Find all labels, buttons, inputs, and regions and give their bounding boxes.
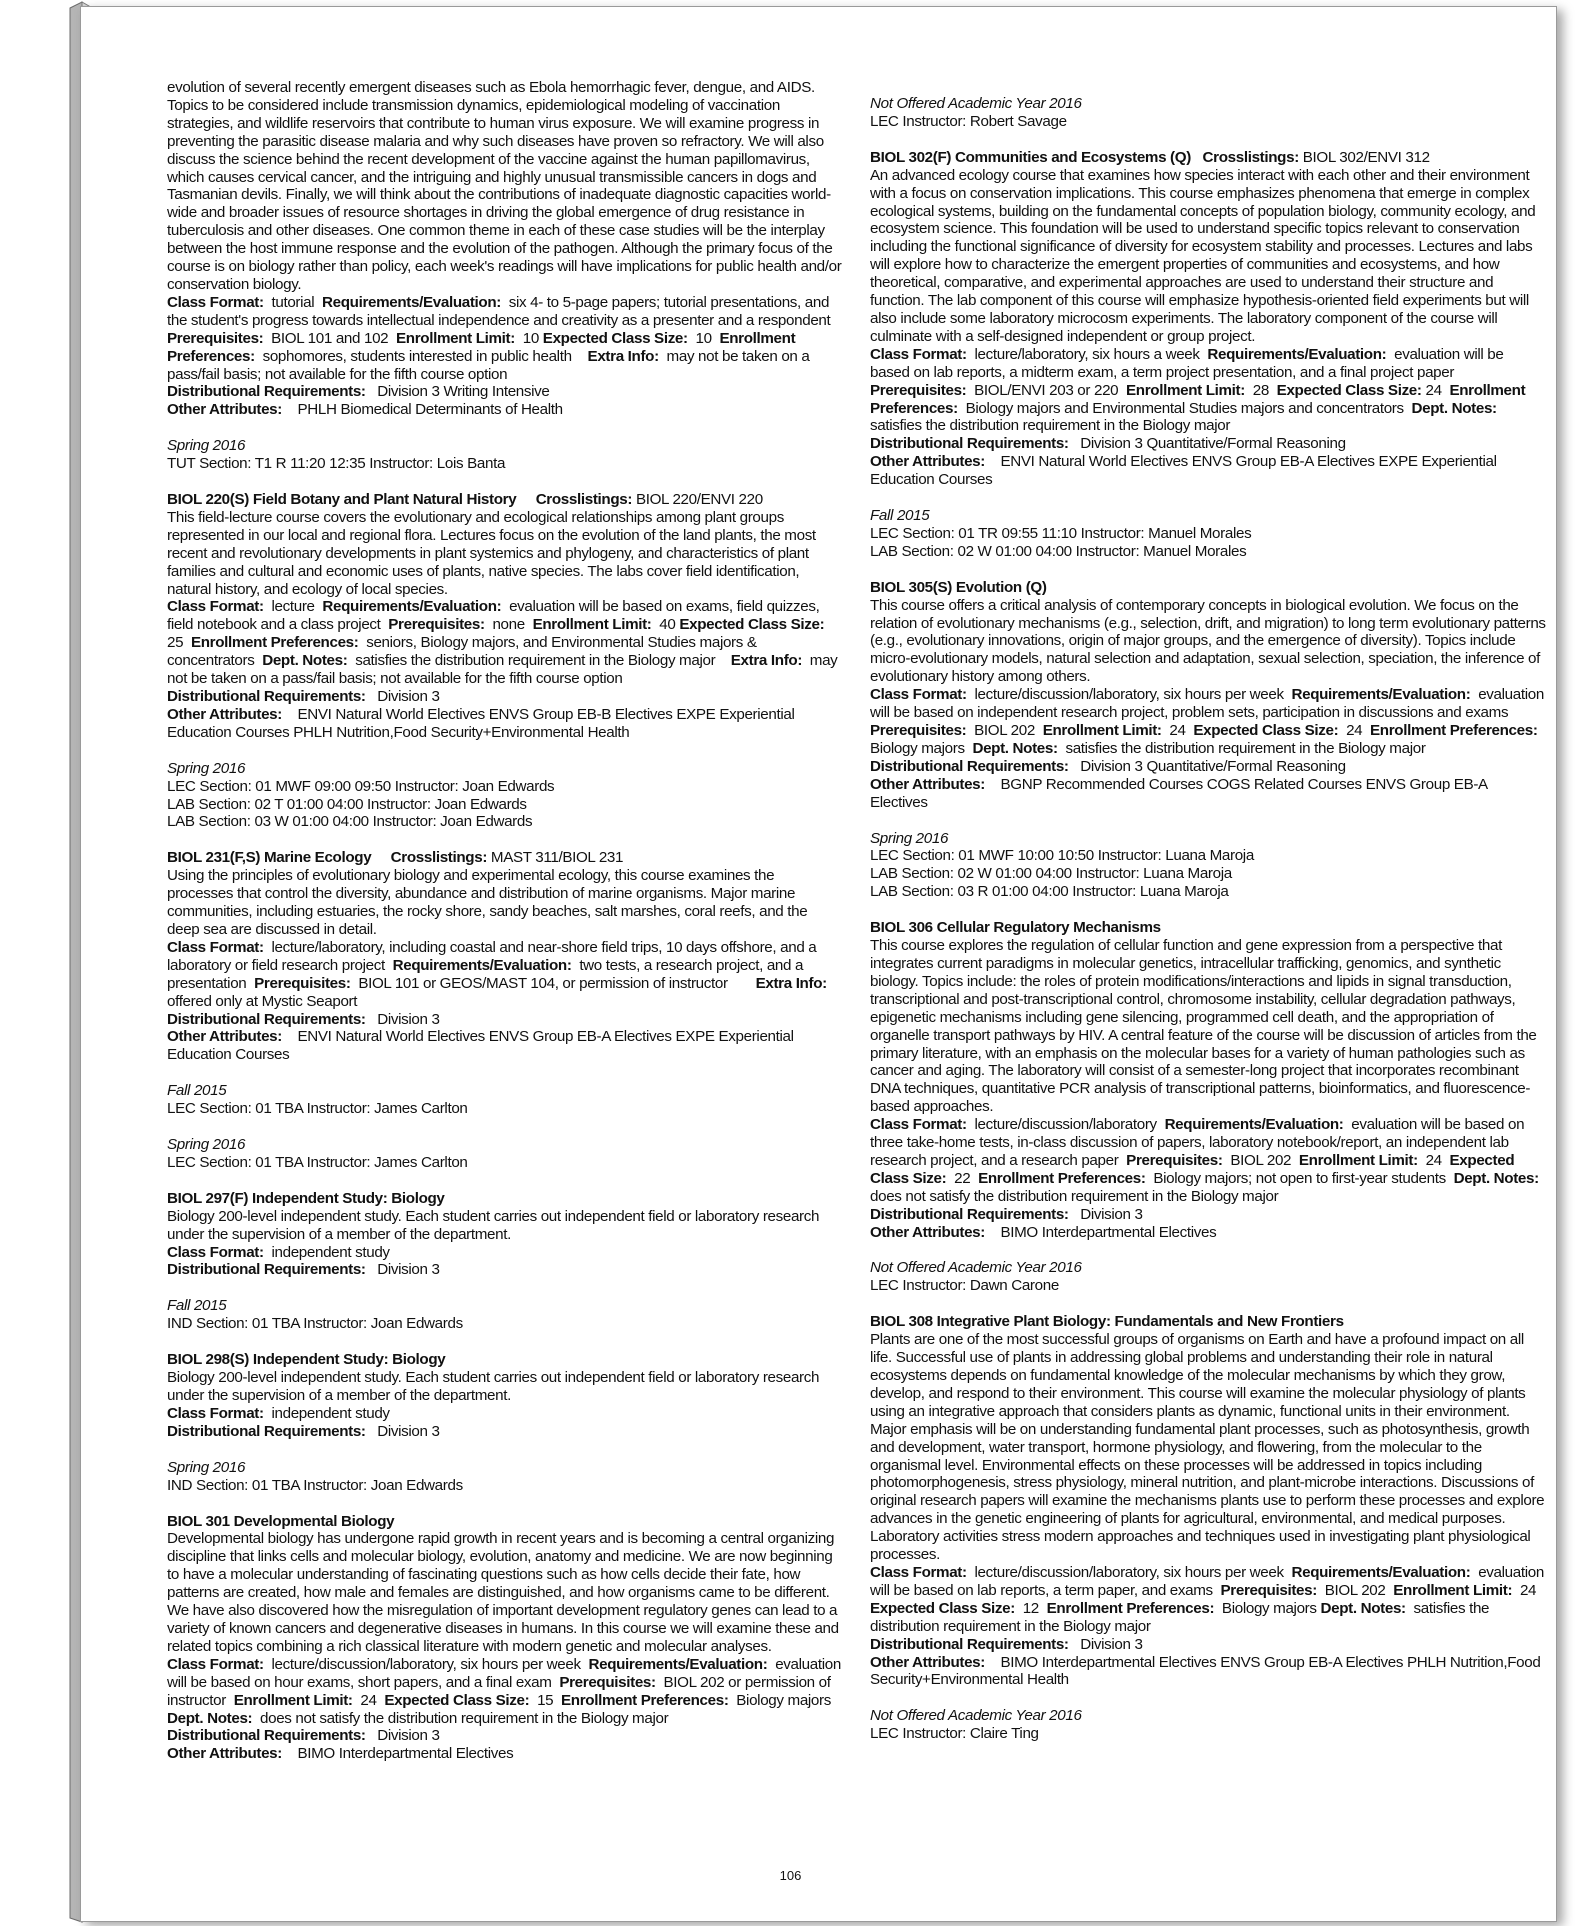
term-offering	[167, 760, 843, 832]
term-label: Fall 2015	[870, 507, 930, 525]
term-offering	[167, 1459, 843, 1495]
other-attributes: Other Attributes: BIMO Interdepartmental Electives	[167, 1745, 514, 1763]
course-title: BIOL 305(S) Evolution (Q)	[870, 578, 1047, 596]
section-line: LAB Section: 02 W 01:00 04:00 Instructor: Manuel Morales	[870, 542, 1247, 560]
other-attributes: Other Attributes: BIMO Interdepartmental Electives	[870, 1223, 1217, 1241]
section-line: LEC Section: 01 TBA Instructor: James Carlton	[167, 1153, 468, 1171]
course-entry	[167, 1513, 843, 1764]
term-offering	[870, 95, 1546, 131]
course-entry	[870, 919, 1546, 1241]
course-details: Class Format: lecture/laboratory, including coastal and near-shore field trips, 10 days offshore, and a laboratory or field research project Requirements/Evaluation: two tests, a research project, and a presentation Prerequisites: BIOL 101 or GEOS/MAST 104, or permission of instructor Extra Info: offered only at Mystic Seaport	[167, 938, 827, 1010]
section-line: LAB Section: 02 T 01:00 04:00 Instructor: Joan Edwards	[167, 795, 527, 813]
section-line: LEC Instructor: Robert Savage	[870, 112, 1067, 130]
page-number: 106	[779, 1868, 802, 1883]
course-title: BIOL 231(F,S) Marine Ecology Crosslistings: MAST 311/BIOL 231	[167, 849, 624, 867]
course-entry	[167, 79, 843, 419]
section-line: LAB Section: 02 W 01:00 04:00 Instructor: Luana Maroja	[870, 865, 1232, 883]
distribution-requirements: Distributional Requirements: Division 3	[167, 1727, 440, 1745]
section-line: TUT Section: T1 R 11:20 12:35 Instructor: Lois Banta	[167, 455, 506, 473]
section-line: LEC Section: 01 TBA Instructor: James Carlton	[167, 1100, 468, 1118]
term-label: Not Offered Academic Year 2016	[870, 1707, 1082, 1725]
course-description: This course offers a critical analysis of contemporary concepts in biological evolution. We focus on the relation of evolutionary mechanisms (e.g., selection, drift, and migration) to long term evolutionary patterns (e.g., evolutionary innovations, origin of major groups, and the emergence of diversity). Topics include micro-evolutionary models, natural selection and adaptation, sexual selection, speciation, the inference of evolutionary history among others.	[870, 596, 1546, 686]
course-details: Class Format: lecture/discussion/laboratory, six hours per week Requirements/Evaluation: evaluation will be based on independent research project, problem sets, participation in discussions and exams Prerequisites: BIOL 202 Enrollment Limit: 24 Expected Class Size: 24 Enrollment Preferences: Biology majors Dept. Notes: satisfies the distribution requirement in the Biology major	[870, 686, 1544, 757]
course-description: Biology 200-level independent study. Each student carries out independent field or laboratory research under the supervision of a member of the department.	[167, 1207, 820, 1243]
term-label: Not Offered Academic Year 2016	[870, 1259, 1082, 1277]
other-attributes: Other Attributes: BIMO Interdepartmental Electives ENVS Group EB-A Electives PHLH Nutrition,Food Security+Environmental Health	[870, 1653, 1541, 1689]
term-offering	[870, 1259, 1546, 1295]
section-line: LEC Section: 01 MWF 09:00 09:50 Instructor: Joan Edwards	[167, 777, 555, 795]
term-label: Spring 2016	[167, 1458, 246, 1476]
course-title: BIOL 308 Integrative Plant Biology: Fundamentals and New Frontiers	[870, 1313, 1344, 1331]
distribution-requirements: Distributional Requirements: Division 3	[167, 1261, 440, 1279]
distribution-requirements: Distributional Requirements: Division 3 Quantitative/Formal Reasoning	[870, 757, 1346, 775]
course-description: evolution of several recently emergent diseases such as Ebola hemorrhagic fever, dengue, and AIDS. Topics to be considered include transmission dynamics, epidemiological modeling of vaccination strategies, and wildlife reservoirs that contribute to human virus exposure. We will examine progress in preventing the parasitic disease malaria and why such diseases have proven so refractory. We will also discuss the science behind the recent development of the vaccine against the human papillomavirus, which causes cervical cancer, and the intriguing and highly unusual transmissible cancers in dogs and Tasmanian devils. Finally, we will think about the contributions of inadequate diagnostic capacities world-wide and broader issues of resource shortages in driving the global emergence of drug resistance in tuberculosis and other diseases. One common theme in each of these case studies will be the interplay between the host immune response and the evolution of the pathogen. Although the primary focus of the course is on biology rather than policy, each week's readings will have implications for public health and/or conservation biology.	[167, 79, 842, 293]
other-attributes: Other Attributes: ENVI Natural World Electives ENVS Group EB-A Electives EXPE Experiential Education Courses	[870, 453, 1497, 489]
section-line: LAB Section: 03 R 01:00 04:00 Instructor: Luana Maroja	[870, 883, 1229, 901]
course-title: BIOL 306 Cellular Regulatory Mechanisms	[870, 919, 1161, 937]
distribution-requirements: Distributional Requirements: Division 3	[167, 1010, 440, 1028]
term-label: Fall 2015	[167, 1082, 227, 1100]
course-description: Plants are one of the most successful groups of organisms on Earth and have a profound impact on all life. Successful use of plants in addressing global problems and understanding their role in natural ecosystems depends on fundamental knowledge of the molecular mechanisms by which they grow, develop, and respond to their environment. This course will examine the molecular physiology of plants using an integrative approach that considers plants as dynamic, functional units in their environment. Major emphasis will be on understanding fundamental plant processes, such as photosynthesis, growth and development, water transport, hormone physiology, and flowering, from the molecular to the organismal level. Environmental effects on these processes will be addressed in topics including photomorphogenesis, stress physiology, mineral nutrition, and plant-microbe interactions. Discussions of original research papers will examine the mechanisms plants use to perform these processes and explore advances in the genetic engineering of plants for agricultural, environmental, and medical purposes. Laboratory activities stress modern approaches and techniques used in investigating plant physiological processes.	[870, 1331, 1545, 1564]
course-entry	[870, 149, 1546, 489]
distribution-requirements: Distributional Requirements: Division 3 Quantitative/Formal Reasoning	[870, 435, 1346, 453]
course-title: BIOL 298(S) Independent Study: Biology	[167, 1351, 446, 1369]
course-entry	[870, 1313, 1546, 1689]
course-title: BIOL 301 Developmental Biology	[167, 1512, 395, 1530]
term-offering	[167, 1297, 843, 1333]
section-line: LEC Instructor: Claire Ting	[870, 1725, 1039, 1743]
distribution-requirements: Distributional Requirements: Division 3	[870, 1635, 1143, 1653]
term-offering	[870, 507, 1546, 561]
distribution-requirements: Distributional Requirements: Division 3	[167, 1422, 440, 1440]
term-label: Spring 2016	[167, 1136, 246, 1154]
term-offering	[167, 1136, 843, 1172]
course-title: BIOL 220(S) Field Botany and Plant Natural History Crosslistings: BIOL 220/ENVI 220	[167, 491, 763, 509]
course-details: Class Format: lecture/discussion/laboratory, six hours per week Requirements/Evaluation: evaluation will be based on hour exams, short papers, and a final exam Prerequisites: BIOL 202 or permission of instructor Enrollment Limit: 24 Expected Class Size: 15 Enrollment Preferences: Biology majors Dept. Notes: does not satisfy the distribution requirement in the Biology major	[167, 1655, 841, 1727]
other-attributes: Other Attributes: BGNP Recommended Courses COGS Related Courses ENVS Group EB-A Electives	[870, 775, 1488, 811]
term-label: Spring 2016	[870, 829, 949, 847]
section-line: LAB Section: 03 W 01:00 04:00 Instructor: Joan Edwards	[167, 813, 533, 831]
course-description: Using the principles of evolutionary biology and experimental ecology, this course examines the processes that control the diversity, abundance and distribution of marine organisms. Major marine communities, including estuaries, the rocky shore, sandy beaches, salt marshes, coral reefs, and the deep sea are discussed in detail.	[167, 867, 808, 938]
course-entry	[167, 1190, 843, 1280]
distribution-requirements: Distributional Requirements: Division 3	[870, 1205, 1143, 1223]
term-label: Fall 2015	[167, 1297, 227, 1315]
course-title: BIOL 297(F) Independent Study: Biology	[167, 1189, 445, 1207]
course-details: Class Format: lecture/discussion/laboratory Requirements/Evaluation: evaluation will be based on three take-home tests, in-class discussion of papers, laboratory notebook/report, an independent lab research project, and a research paper Prerequisites: BIOL 202 Enrollment Limit: 24 Expected Class Size: 22 Enrollment Preferences: Biology majors; not open to first-year students Dept. Notes: does not satisfy the distribution requirement in the Biology major	[870, 1116, 1539, 1205]
other-attributes: Other Attributes: ENVI Natural World Electives ENVS Group EB-A Electives EXPE Experiential Education Courses	[167, 1028, 794, 1064]
course-title: BIOL 302(F) Communities and Ecosystems (Q) Crosslistings: BIOL 302/ENVI 312	[870, 148, 1430, 166]
term-offering	[870, 830, 1546, 902]
course-description: Developmental biology has undergone rapid growth in recent years and is becoming a central organizing discipline that links cells and molecular biology, evolution, anatomy and medicine. We are now beginning to have a molecular understanding of fascinating questions such as how cells decide their fate, how patterns are created, how male and females are distinguished, and how organisms came to be different. We have also discovered how the misregulation of important development regulatory genes can lead to a variety of known cancers and degenerative diseases in humans. In this course we will examine these and related topics combining a rich classical literature with modern genetic and molecular analyses.	[167, 1530, 839, 1655]
term-label: Not Offered Academic Year 2016	[870, 95, 1082, 112]
course-description: An advanced ecology course that examines how species interact with each other and their environment with a focus on conservation implications. This course emphasizes phenomena that emerge in complex ecological systems, building on the fundamental concepts of population biology, community ecology, and ecosystem science. This foundation will be used to understand specific topics relevant to conservation including the functional significance of diversity for ecosystem stability and processes. Lectures and labs will explore how to characterize the emergent properties of communities and ecosystems, and how theoretical, comparative, and experimental approaches are used to understand their structure and function. The lab component of this course will emphasize hypothesis-oriented field experiments but will also include some laboratory microcosm experiments. The laboratory component of the course will culminate with a self-designed independent or group project.	[870, 166, 1536, 345]
course-entry	[870, 579, 1546, 812]
course-entry	[167, 491, 843, 742]
section-line: LEC Section: 01 MWF 10:00 10:50 Instructor: Luana Maroja	[870, 847, 1254, 865]
other-attributes: Other Attributes: PHLH Biomedical Determinants of Health	[167, 401, 563, 419]
course-details: Class Format: lecture Requirements/Evaluation: evaluation will be based on exams, field quizzes, field notebook and a class project Prerequisites: none Enrollment Limit: 40 Expected Class Size: 25 Enrollment Preferences: seniors, Biology majors, and Environmental Studies majors & concentrators Dept. Notes: satisfies the distribution requirement in the Biology major Extra Info: may not be taken on a pass/fail basis; not available for the fifth course option	[167, 598, 838, 688]
term-offering	[870, 1707, 1546, 1743]
course-details: Class Format: independent study	[167, 1404, 390, 1422]
other-attributes: Other Attributes: ENVI Natural World Electives ENVS Group EB-B Electives EXPE Experiential Education Courses PHLH Nutrition,Food Security+Environmental Health	[167, 705, 795, 741]
course-details: Class Format: lecture/laboratory, six hours a week Requirements/Evaluation: evaluation will be based on lab reports, a midterm exam, a term project presentation, and a final project paper Prerequisites: BIOL/ENVI 203 or 220 Enrollment Limit: 28 Expected Class Size: 24 Enrollment Preferences: Biology majors and Environmental Studies majors and concentrators Dept. Notes: satisfies the distribution requirement in the Biology major	[870, 345, 1526, 435]
course-description: This field-lecture course covers the evolutionary and ecological relationships among plant groups represented in our local and regional flora. Lectures focus on the evolution of the land plants, the most recent and revolutionary developments in plant systemics and phylogeny, and characteristics of plant families and cultural and economic uses of plants, native species. The labs cover field identification, natural history, and ecology of local species.	[167, 508, 816, 598]
course-entry	[167, 1351, 843, 1441]
term-label: Spring 2016	[167, 437, 246, 455]
section-line: IND Section: 01 TBA Instructor: Joan Edwards	[167, 1476, 463, 1494]
term-offering	[167, 1082, 843, 1118]
section-line: LEC Section: 01 TR 09:55 11:10 Instructor: Manuel Morales	[870, 524, 1252, 542]
course-description: Biology 200-level independent study. Each student carries out independent field or laboratory research under the supervision of a member of the department.	[167, 1369, 820, 1404]
distribution-requirements: Distributional Requirements: Division 3	[167, 688, 440, 705]
course-entry	[167, 849, 843, 1064]
distribution-requirements: Distributional Requirements: Division 3 Writing Intensive	[167, 383, 550, 401]
section-line: IND Section: 01 TBA Instructor: Joan Edwards	[167, 1315, 463, 1333]
term-label: Spring 2016	[167, 759, 246, 777]
right-column	[870, 95, 1546, 1761]
course-description: This course explores the regulation of cellular function and gene expression from a perspective that integrates current paradigms in molecular genetics, intracellular trafficking, genomics, and synthetic biology. Topics include: the roles of protein modifications/interactions and lipids in signal transduction, transcriptional and post-transcriptional control, chromosome instability, cellular degradation pathways, epigenetic mechanisms including gene silencing, programmed cell death, and the appropriation of organelle transport pathways by HIV. A central feature of the course will be discussion of articles from the primary literature, with an emphasis on the molecular bases for a variety of human pathologies such as cancer and aging. The laboratory will consist of a semester-long project that incorporates recombinant DNA techniques, quantitative PCR analysis of transcriptional patterns, bioinformatics, and fluorescence-based approaches.	[870, 937, 1537, 1116]
course-details: Class Format: tutorial Requirements/Evaluation: six 4- to 5-page papers; tutorial presentations, and the student's progress towards intellectual independence and creativity as a presenter and a respondent Prerequisites: BIOL 101 and 102 Enrollment Limit: 10 Expected Class Size: 10 Enrollment Preferences: sophomores, students interested in public health Extra Info: may not be taken on a pass/fail basis; not available for the fifth course option	[167, 293, 831, 383]
section-line: LEC Instructor: Dawn Carone	[870, 1277, 1059, 1295]
course-details: Class Format: independent study	[167, 1243, 390, 1261]
term-offering	[167, 437, 843, 473]
course-details: Class Format: lecture/discussion/laboratory, six hours per week Requirements/Evaluation: evaluation will be based on lab reports, a term paper, and exams Prerequisites: BIOL 202 Enrollment Limit: 24 Expected Class Size: 12 Enrollment Preferences: Biology majors Dept. Notes: satisfies the distribution requirement in the Biology major	[870, 1563, 1544, 1635]
left-column	[167, 79, 843, 1781]
